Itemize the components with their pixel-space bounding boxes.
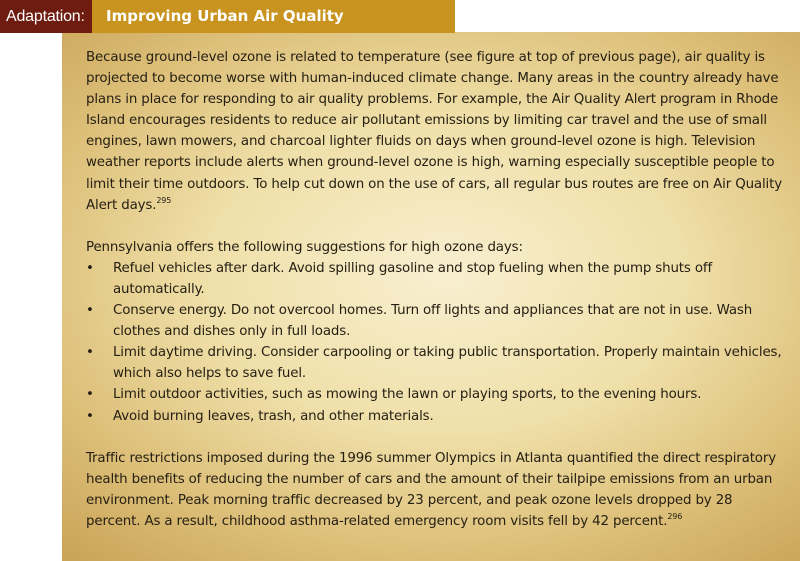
list-item-text: Refuel vehicles after dark. Avoid spilling gasoline and stop fueling when the pump shuts off automatically. [113,260,713,297]
intro-paragraph [86,47,786,216]
list-item [86,342,786,384]
list-intro: Pennsylvania offers the following suggestions for high ozone days: [86,239,523,255]
bullet-icon: • [86,345,94,361]
footnote-ref: 296 [667,511,683,521]
paragraph-spacer [86,216,786,237]
list-item [86,258,786,300]
section-tab: Adaptation: [0,0,92,33]
list-item-text: Limit outdoor activities, such as mowing the lawn or playing sports, to the evening hours. [113,387,702,403]
list-item [86,300,786,342]
footnote-ref: 295 [156,195,172,205]
page-title: Improving Urban Air Quality [106,7,344,25]
bullet-icon: • [86,387,94,403]
bullet-icon: • [86,303,94,319]
list-item-text: Avoid burning leaves, trash, and other materials. [113,408,434,424]
list-item-text: Limit daytime driving. Consider carpooling or taking public transportation. Properly maintain vehicles, which also helps to save fuel. [113,345,782,382]
list-item [86,384,786,405]
olympics-paragraph-text: Traffic restrictions imposed during the 1996 summer Olympics in Atlanta quantified the direct respiratory health benefits of reducing the number of cars and the amount of their tailpipe emissions from an urban environment. Peak morning traffic decreased by 23 percent, and peak ozone levels dropped by 28 percent. As a result, childhood asthma-related emergency room visits fell by 42 percent. [86,450,776,529]
list-item-text: Conserve energy. Do not overcool homes. Turn off lights and appliances that are not in use. Wash clothes and dishes only in full loads. [113,303,753,340]
olympics-paragraph [86,448,786,532]
article-body [86,47,786,532]
paragraph-spacer [86,427,786,448]
bullet-icon: • [86,408,94,424]
suggestions-list [86,258,786,427]
bullet-icon: • [86,260,94,276]
header-bar [0,0,455,33]
intro-paragraph-text: Because ground-level ozone is related to temperature (see figure at top of previous page), air quality is projected to become worse with human-induced climate change. Many areas in the country already have plans in place for responding to air quality problems. For example, the Air Quality Alert program in Rhode Island encourages residents to reduce air pollutant emissions by limiting car travel and the use of small engines, lawn mowers, and charcoal lighter fluids on days when ground-level ozone is high. Television weather reports include alerts when ground-level ozone is high, warning especially susceptible people to limit their time outdoors. To help cut down on the use of cars, all regular bus routes are free on Air Quality Alert days. [86,50,782,213]
list-item [86,406,786,427]
